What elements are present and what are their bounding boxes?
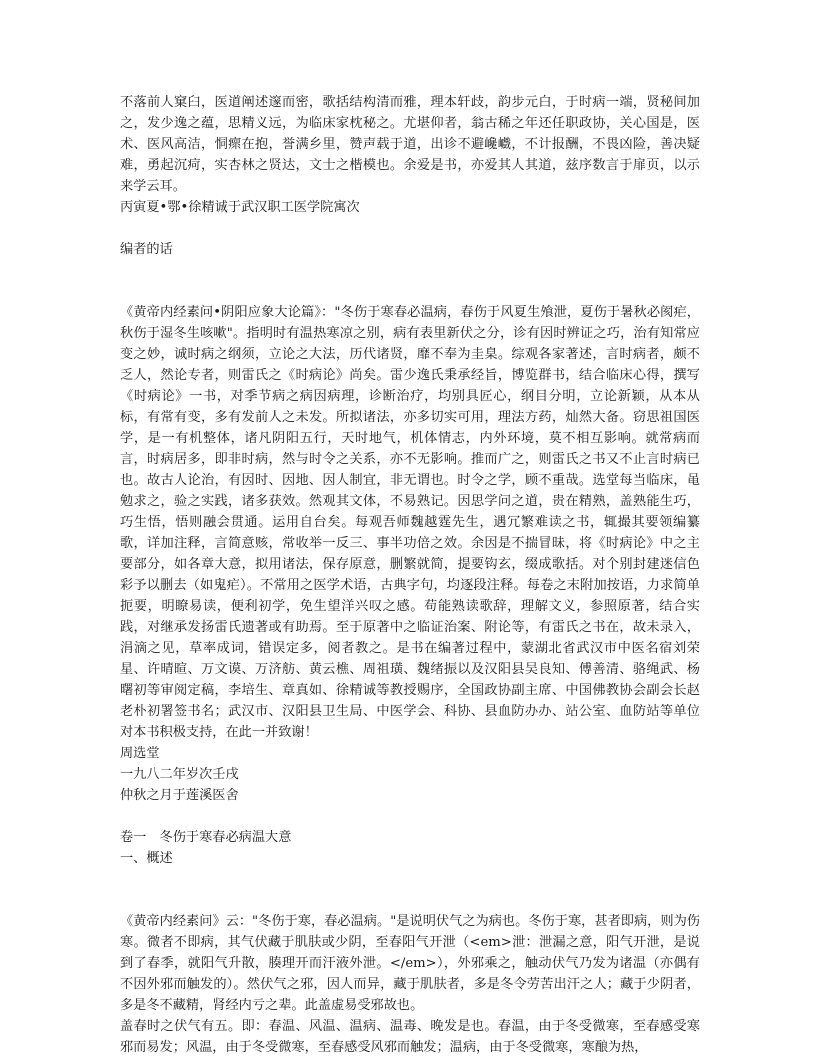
overview-paragraph-1: 《黄帝内经素问》云："冬伤于寒，春必温病。"是说明伏气之为病也。冬伤于寒，甚者即病，则为伤寒。微者不即病，其气伏藏于肌肤或少阴，至春阳气开泄（<em>泄：泄漏之意，阳气开泄，是说到了春季，就阳气升散，腠理开而汗液外泄。</em>），外邪乘之，触动伏气乃发为诸温（亦偶有不因外邪而触发的）。然伏气之邪，因人而异，藏于肌肤者，多是冬令劳苦出汗之人；藏于少阴者，多是冬不藏精，肾经内亏之辈。此盖虚易受邪故也。: [120, 914, 700, 1013]
document-page: [120, 92, 700, 1058]
overview-paragraph-2: 盖春时之伏气有五。即：春温、风温、温病、温毒、晚发是也。春温，由于冬受微寒，至春感受寒邪而易发；风温，由于冬受微寒，至春感受风邪而触发；温病，由于冬受微寒，寒酿为热，: [120, 1019, 700, 1055]
preface-closing-paragraph: 不落前人窠臼，医道阐述邃而密，歌括结构清而雅，理本轩歧，韵步元白，于时病一端，贤秘间加之，发少逸之蕴，思精义远，为临床家枕秘之。尤堪仰者，翁古稀之年还任职政协，关心国是，医术、医风高洁，恫瘝在抱，誉满乡里，赞声载于道，出诊不避巉巇，不计报酬，不畏凶险，善决疑难，勇起沉疴，实杏林之贤达，文士之楷模也。余爱是书，亦爱其人其道，兹序数言于扉页，以示来学云耳。: [120, 95, 700, 194]
chapter-title: 卷一 冬伤于寒春必病温大意: [120, 830, 292, 845]
editor-signature-place: 仲秋之月于莲溪医舍: [120, 788, 239, 803]
editor-signature-name: 周选堂: [120, 746, 160, 761]
section-heading: 一、概述: [120, 851, 173, 866]
preface-signature: 丙寅夏•鄂•徐精诚于武汉职工医学院寓次: [120, 200, 360, 215]
editor-note-body: 《黄帝内经素问•阴阳应象大论篇》："冬伤于寒春必温病，春伤于风夏生飧泄，夏伤于暑秋必阂疟，秋伤于湿冬生咳嗽"。指明时有温热寒凉之别，病有表里新伏之分，诊有因时辨证之巧，治有知常应变之妙，诚时病之纲须，立论之大法，历代诸贤，靡不奉为圭臬。综观各家著述，言时病者，颇不乏人，然论专者，则雷氏之《时病论》尚矣。雷少逸氏秉承经旨，博览群书，结合临床心得，撰写《时病论》一书，对季节病之病因病理，诊断治疗，均别具匠心，纲目分明，立论新颖，从本从标，有常有变，多有发前人之未发。所拟诸法，亦多切实可用，理法方药，灿然大备。窃思祖国医学，是一有机整体，诸凡阴阳五行，天时地气，机体情志，内外环境，莫不相互影响。就常病而言，时病居多，即非时病，然与时令之关系，亦不无影响。推而广之，则雷氏之书又不止言时病已也。故古人论治，有因时、因地、因人制宜，非无谓也。时令之学，顾不重哉。选堂每当临床，黾勉求之，验之实践，诸多获效。然观其文体，不易熟记。因思学问之道，贵在精熟，盖熟能生巧，巧生悟，悟则融会贯通。运用自台矣。每观吾师魏越霆先生，遇冗繁难读之书，辄撮其要领编纂歌，详加注释，言简意赅，常收举一反三、事半功倍之效。余因是不揣冒昧，将《时病论》中之主要部分，如各章大意，拟用诸法，保存原意，删繁就简，提要钩玄，缀成歌括。对个别封建迷信色彩予以删去（如鬼疟）。不常用之医学术语，古典字句，均逐段注释。每卷之末附加按语，力求简单扼要，明瞭易读，便利初学，免生望洋兴叹之感。苟能熟读歌辞，理解文义，参照原著，结合实践，对继承发扬雷氏遗著或有助焉。至于原著中之临证治案、附论等，有雷氏之书在，故未录入，涓滴之见，草率成词，错误定多，阅者教之。是书在编著过程中，蒙湖北省武汉市中医名宿刘荣星、许晴暄、万文谟、万济舫、黄云樵、周祖璜、魏绪振以及汉阳县吴良知、傅善清、骆绳武、杨曙初等审阅定稿，李培生、章真如、徐精诚等教授赐序，全国政协副主席、中国佛教协会副会长赵老朴初署签书名；武汉市、汉阳县卫生局、中医学会、科协、县血防办办、站公室、血防站等单位对本书积极支持，在此一并致谢！: [120, 305, 700, 740]
editor-signature-date: 一九八二年岁次壬戌: [120, 767, 239, 782]
editor-note-heading: 编者的话: [120, 242, 173, 257]
